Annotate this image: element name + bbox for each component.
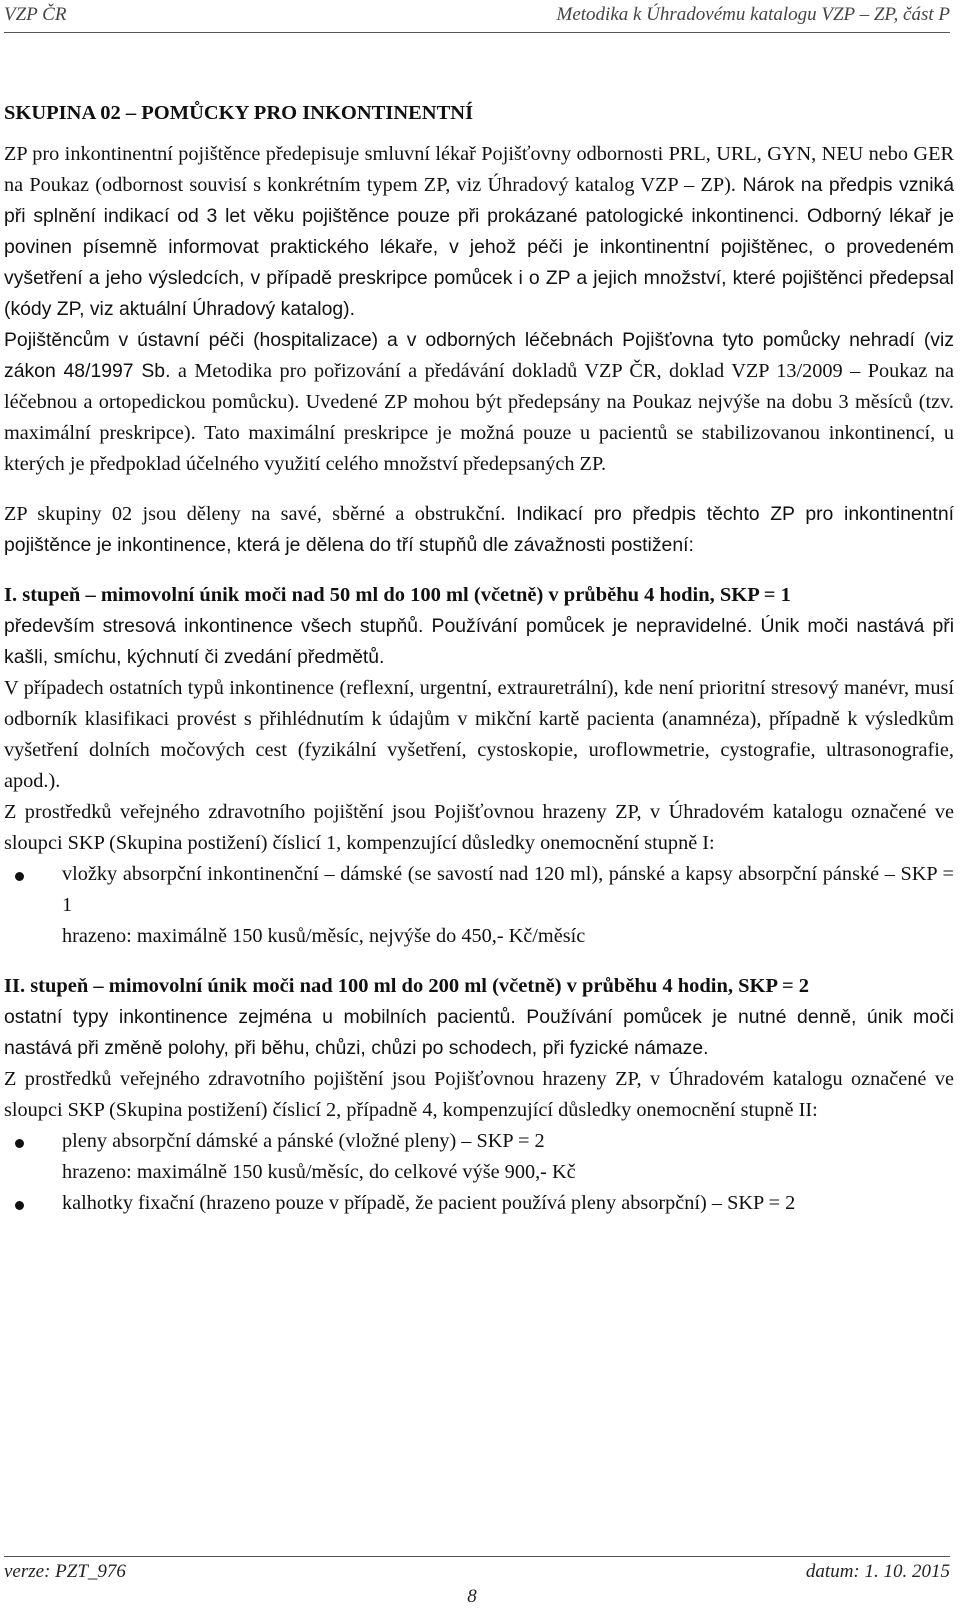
list-item-text: kalhotky fixační (hrazeno pouze v případě, že pacient používá pleny absorpční) – SKP = 2 <box>62 1192 796 1214</box>
intro-paragraph-2 <box>4 325 954 480</box>
list-item <box>4 859 954 952</box>
bullet-icon <box>15 1201 24 1210</box>
intro-paragraph-3 <box>4 499 954 561</box>
list-item-subtext: hrazeno: maximálně 150 kusů/měsíc, do celkové výše 900,- Kč <box>62 1161 576 1183</box>
stage-1-paragraph-2: V případech ostatních typů inkontinence (reflexní, urgentní, extrauretrální), kde není prioritní stresový manévr, musí odborník klasifikaci provést s přihlédnutím k údajům v mikční kartě pacienta (anamnéza), případně k výsledkům vyšetření dolních močových cest (fyzikální vyšetření, cystoskopie, uroflowmetrie, cystografie, ultrasonografie, apod.). <box>4 677 954 792</box>
intro-text-e: a Metodika pro pořizování a předávání dokladů VZP ČR, doklad VZP 13/2009 – Poukaz na léčebnou a ortopedickou pomůcku). Uvedené ZP mohou být předepsány na Poukaz nejvýše na dobu 3 měsíců (tzv. maximální preskripce). Tato maximální preskripce je možná pouze u pacientů se stabilizovanou inkontinencí, u kterých je předpoklad účelného využití celého množství předepsaných ZP. <box>4 360 954 475</box>
stage-1-paragraph-3: Z prostředků veřejného zdravotního pojištění jsou Pojišťovnou hrazeny ZP, v Úhradovém katalogu označené ve sloupci SKP (Skupina postižení) číslicí 1, kompenzující důsledky onemocnění stupně I: <box>4 801 954 854</box>
stage-1-heading: I. stupeň – mimovolní únik moči nad 50 ml do 100 ml (včetně) v průběhu 4 hodin, SKP = 1 <box>4 584 791 606</box>
list-item <box>4 1126 954 1188</box>
intro-text-b: Nárok na předpis vzniká při splnění indikací od 3 let věku pojištěnce pouze při prokázané patologické inkontinenci. <box>4 174 955 227</box>
header-left: VZP ČR <box>4 4 67 25</box>
intro-paragraph-1 <box>4 139 954 325</box>
stage-2-paragraph-1: ostatní typy inkontinence zejména u mobilních pacientů. Používání pomůcek je nutné denně, únik moči nastává při změně polohy, při běhu, chůzi, chůzi po schodech, při fyzické námaze. <box>4 1006 954 1059</box>
footer-version: verze: PZT_976 <box>4 1561 126 1582</box>
bullet-icon <box>15 872 24 881</box>
list-item-text: pleny absorpční dámské a pánské (vložné pleny) – SKP = 2 <box>62 1130 545 1152</box>
bullet-icon <box>15 1139 24 1148</box>
intro-text-a: ZP pro inkontinentní pojištěnce předepisuje smluvní lékař Pojišťovny odbornosti PRL, URL, GYN, NEU nebo GER na Poukaz (odbornost souvisí s konkrétním typem ZP, viz Úhradový katalog VZP – ZP). <box>4 143 954 196</box>
page-header <box>4 4 950 28</box>
footer-date: datum: 1. 10. 2015 <box>805 1561 950 1582</box>
list-item <box>4 1188 954 1219</box>
intro-text-d: Pojištěncům v ústavní péči (hospitalizace) a v odborných léčebnách Pojišťovna tyto pomůcky nehradí (viz zákon 48/1997 Sb. <box>4 329 954 382</box>
intro-text-c: Odborný lékař je povinen písemně informovat praktického lékaře, v jehož péči je inkontinentní pojištěnec, o provedeném vyšetření a jeho výsledcích, v případě preskripce pomůcek i o ZP a jejich množství, které pojištěnci předepsal (kódy ZP, viz aktuální Úhradový katalog). <box>4 205 954 320</box>
list-item-text: vložky absorpční inkontinenční – dámské (se savostí nad 120 ml), pánské a kapsy absorpční pánské – SKP = 1 <box>62 863 954 916</box>
page-footer <box>4 1561 950 1585</box>
section-title: SKUPINA 02 – POMŮCKY PRO INKONTINENTNÍ <box>4 102 474 124</box>
header-right: Metodika k Úhradovému katalogu VZP – ZP, část P <box>556 4 950 25</box>
intro-text-f: ZP skupiny 02 jsou děleny na savé, sběrné a obstrukční. <box>4 503 506 525</box>
page-number: 8 <box>467 1586 477 1607</box>
header-divider <box>4 32 950 33</box>
list-item-subtext: hrazeno: maximálně 150 kusů/měsíc, nejvýše do 450,- Kč/měsíc <box>62 925 586 947</box>
stage-1-list <box>4 859 954 952</box>
stage-1-paragraph-1: především stresová inkontinence všech stupňů. Používání pomůcek je nepravidelné. Únik moči nastává při kašli, smíchu, kýchnutí či zvedání předmětů. <box>4 615 954 668</box>
stage-2-paragraph-2: Z prostředků veřejného zdravotního pojištění jsou Pojišťovnou hrazeny ZP, v Úhradovém katalogu označené ve sloupci SKP (Skupina postižení) číslicí 2, případně 4, kompenzující důsledky onemocnění stupně II: <box>4 1068 954 1121</box>
footer-divider <box>4 1556 950 1557</box>
intro-text-g: Indikací pro předpis těchto ZP pro inkontinentní pojištěnce je inkontinence, která je dělena do tří stupňů dle závažnosti postižení: <box>4 503 954 556</box>
document-body <box>4 98 954 1219</box>
stage-2-list <box>4 1126 954 1219</box>
stage-2-heading: II. stupeň – mimovolní únik moči nad 100 ml do 200 ml (včetně) v průběhu 4 hodin, SKP = 2 <box>4 975 810 997</box>
